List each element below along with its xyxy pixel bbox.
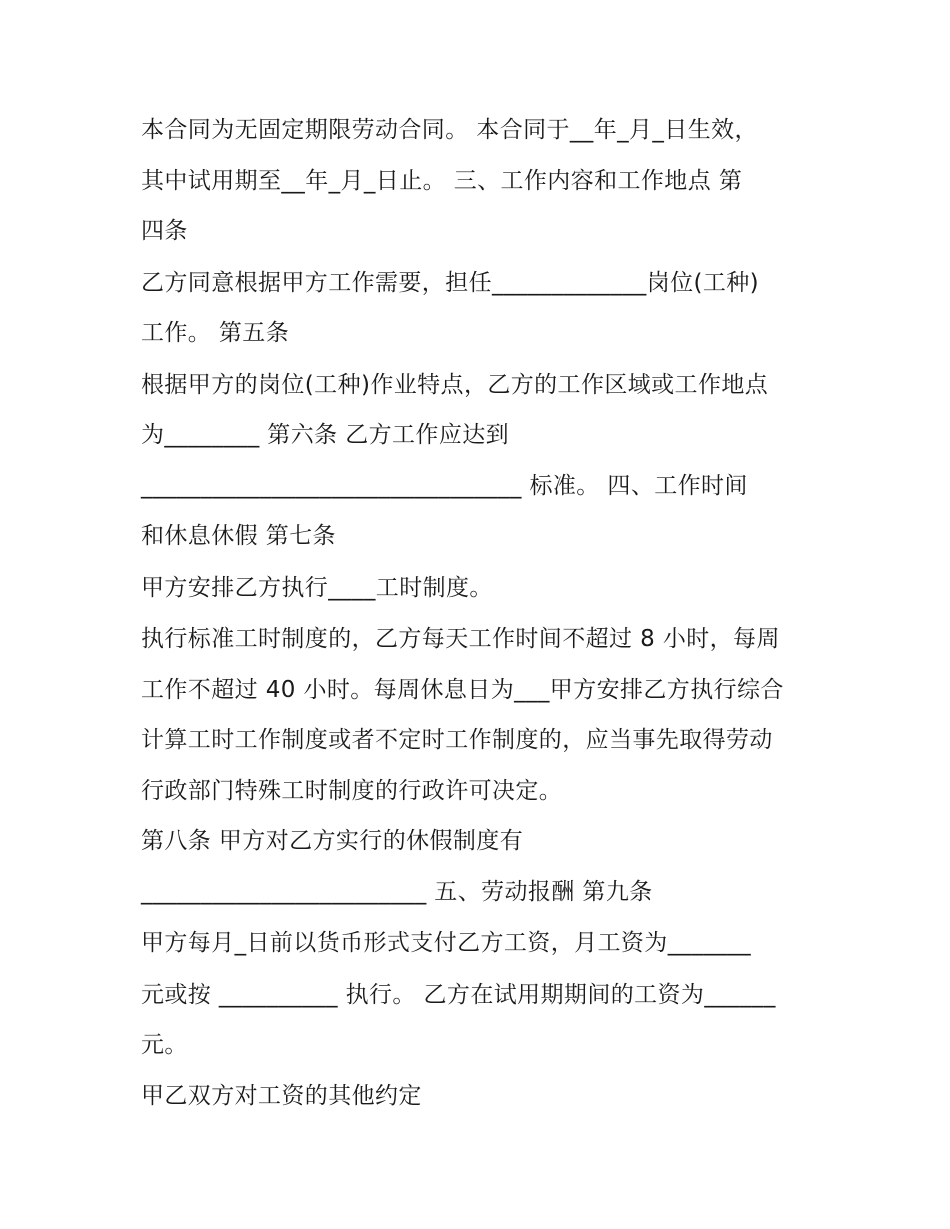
text-line: ________________________ 五、劳动报酬 第九条 [141,879,653,905]
text-line: 工作。 第五条 [141,320,290,346]
text-line: 元或按 __________ 执行。 乙方在试用期期间的工资为______ [141,982,776,1008]
text-line: 为________ 第六条 乙方工作应达到 [141,422,510,448]
text-line: 甲乙双方对工资的其他约定 [141,1083,422,1109]
text-line: 行政部门特殊工时制度的行政许可决定。 [141,778,563,804]
text-line: 甲方每月_日前以货币形式支付乙方工资，月工资为_______ [141,930,751,956]
text-line: 和休息休假 第七条 [141,523,336,549]
text-line: 第八条 甲方对乙方实行的休假制度有 [141,828,524,854]
text-line: 乙方同意根据甲方工作需要，担任_____________岗位(工种) [141,270,760,296]
text-line: ________________________________ 标准。 四、工作时间 [141,473,748,499]
text-line: 计算工时工作制度或者不定时工作制度的，应当事先取得劳动 [141,727,773,753]
text-line: 四条 [141,218,188,244]
text-line: 元。 [141,1032,188,1058]
text-line: 甲方安排乙方执行____工时制度。 [141,575,493,601]
text-line: 其中试用期至__年_月_日止。 三、工作内容和工作地点 第 [141,168,743,194]
text-line: 根据甲方的岗位(工种)作业特点，乙方的工作区域或工作地点 [141,372,769,398]
text-line: 工作不超过 40 小时。每周休息日为___甲方安排乙方执行综合 [141,677,784,703]
text-line: 本合同为无固定期限劳动合同。 本合同于__年_月_日生效， [141,117,758,143]
text-line: 执行标准工时制度的，乙方每天工作时间不超过 8 小时，每周 [141,626,780,652]
